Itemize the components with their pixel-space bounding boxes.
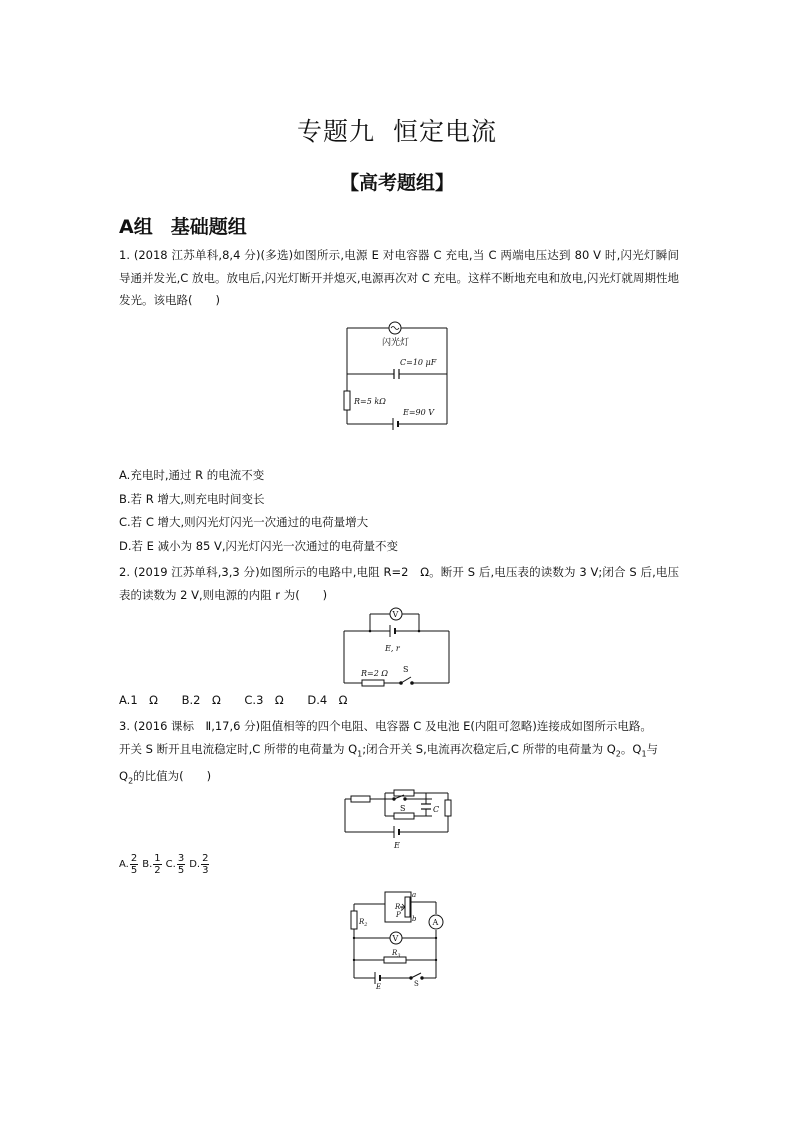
q3-option-b — [142, 853, 161, 876]
q4-circuit-diagram — [350, 888, 446, 990]
battery-icon — [390, 625, 395, 637]
q1-option-a: A.充电时,通过 R 的电流不变 — [119, 468, 265, 482]
q2-option-b: B.2 Ω — [181, 693, 221, 707]
q3-line3-a: Q — [119, 769, 129, 784]
page-title — [0, 112, 794, 148]
section-subtitle: 【高考题组】 — [339, 172, 454, 194]
q3-option-d-num: 2 — [202, 853, 209, 864]
resistor-icon — [344, 391, 350, 410]
resistor-label: R=2 Ω — [361, 669, 388, 678]
resistor-icon — [394, 813, 414, 819]
q3-line2-a: 开关 S 断开且电流稳定时,C 所带的电荷量为 Q — [119, 741, 358, 756]
emf-label: E — [394, 841, 400, 850]
r2-subscript: 2 — [364, 922, 368, 928]
lamp-label: 闪光灯 — [382, 338, 410, 348]
ammeter-label: A — [432, 918, 439, 927]
r3-letter: R — [392, 949, 398, 957]
capacitor-icon — [421, 804, 431, 809]
voltmeter-label: V — [392, 610, 399, 619]
capacitor-label: C — [433, 805, 440, 814]
voltmeter-icon — [390, 608, 402, 620]
resistor-icon — [351, 911, 357, 929]
q3-circuit-diagram — [342, 782, 454, 852]
r2-letter: R — [359, 918, 365, 926]
resistor-label: R=5 kΩ — [354, 397, 386, 406]
q3-option-a-letter: A. — [119, 859, 129, 870]
q2-option-c: C.3 Ω — [244, 693, 284, 707]
resistor-icon — [445, 800, 451, 816]
switch-icon — [410, 973, 423, 979]
r3-subscript: 3 — [397, 953, 401, 959]
group-heading — [119, 212, 247, 239]
q2-option-d: D.4 Ω — [307, 693, 348, 707]
q1-option-b: B.若 R 增大,则充电时间变长 — [119, 492, 265, 506]
q3-option-d — [189, 853, 209, 876]
q3-option-a — [119, 853, 138, 876]
question-2-text: 2. (2019 江苏单科,3,3 分)如图所示的电路中,电阻 R=2 Ω。断开 S 后,电压表的读数为 3 V;闭合 S 后,电压表的读数为 2 V,则电源的内阻 r 为( ) — [119, 565, 679, 602]
q1-option-d: D.若 E 减小为 85 V,闪光灯闪光一次通过的电荷量不变 — [119, 539, 399, 553]
q3-option-b-num: 1 — [154, 853, 161, 864]
group-heading-part1: A组 — [119, 216, 153, 238]
q1-option-c: C.若 C 增大,则闪光灯闪光一次通过的电荷量增大 — [119, 515, 369, 529]
r1-letter: R — [395, 903, 401, 911]
q3-line2-c: 。Q — [620, 741, 642, 756]
capacitor-label: C=10 μF — [400, 358, 437, 367]
flash-lamp-icon — [389, 322, 401, 334]
q2-option-a: A.1 Ω — [119, 693, 158, 707]
ammeter-icon — [429, 915, 443, 929]
q3-option-d-letter: D. — [189, 859, 201, 870]
q2-circuit-diagram — [340, 606, 455, 688]
q3-option-d-den: 3 — [202, 865, 209, 876]
resistor-icon — [362, 680, 384, 686]
battery-icon — [393, 418, 398, 430]
emf-label: E=90 V — [403, 408, 435, 417]
title-part1: 专题九 — [296, 117, 375, 146]
emf-r-label: E, r — [385, 644, 400, 653]
q3-line2-b: ;闭合开关 S,电流再次稳定后,C 所带的电荷量为 Q — [362, 741, 616, 756]
r2-label — [358, 918, 367, 928]
r1-subscript: 1 — [400, 907, 404, 913]
voltmeter-icon — [390, 932, 402, 944]
q3-option-b-letter: B. — [142, 859, 153, 870]
q3-sub-2b: 2 — [128, 776, 134, 786]
group-heading-part2: 基础题组 — [170, 216, 247, 238]
terminal-b-label: b — [412, 915, 417, 923]
q3-line2-d: 与 — [646, 741, 659, 756]
terminal-a-label: a — [412, 891, 417, 899]
q3-line-1: 3. (2016 课标 Ⅱ,17,6 分)阻值相等的四个电阻、电容器 C 及电池 E(内阻可忽略)连接成如图所示电路。 — [119, 719, 652, 733]
q3-line-2 — [119, 738, 679, 766]
q3-line3-b: 的比值为( ) — [133, 769, 212, 784]
emf-label: E — [376, 983, 382, 991]
q3-option-c-num: 3 — [177, 853, 185, 864]
q3-option-c — [166, 853, 186, 876]
switch-label: S — [403, 665, 409, 674]
q1-circuit-diagram — [340, 318, 455, 433]
title-part2: 恒定电流 — [393, 117, 498, 146]
q3-option-b-den: 2 — [154, 865, 161, 876]
switch-label: S — [400, 804, 406, 813]
q3-option-a-den: 5 — [130, 865, 138, 876]
battery-icon — [394, 826, 399, 838]
question-1-text: 1. (2018 江苏单科,8,4 分)(多选)如图所示,电源 E 对电容器 C 充电,当 C 两端电压达到 80 V 时,闪光灯瞬间导通并发光,C 放电。放电后,闪光灯断开并熄灭,电源再次对 C 充电。这样不断地充电和放电,闪光灯就周期性地发光。该电路( ) — [119, 248, 679, 307]
slider-p-label: P — [396, 911, 401, 919]
capacitor-icon — [394, 369, 399, 379]
resistor-icon — [351, 796, 370, 802]
resistor-icon — [384, 957, 406, 963]
q3-options — [119, 853, 213, 876]
q3-sub-1a: 1 — [357, 748, 363, 758]
switch-label: S — [414, 980, 419, 988]
q3-sub-1b: 1 — [641, 748, 647, 758]
switch-icon — [400, 677, 414, 684]
voltmeter-label: V — [392, 934, 399, 943]
q2-options — [119, 692, 367, 708]
q3-option-c-den: 5 — [177, 865, 185, 876]
q3-option-a-num: 2 — [130, 853, 138, 864]
q3-sub-2a: 2 — [615, 748, 621, 758]
q3-option-c-letter: C. — [165, 859, 176, 870]
